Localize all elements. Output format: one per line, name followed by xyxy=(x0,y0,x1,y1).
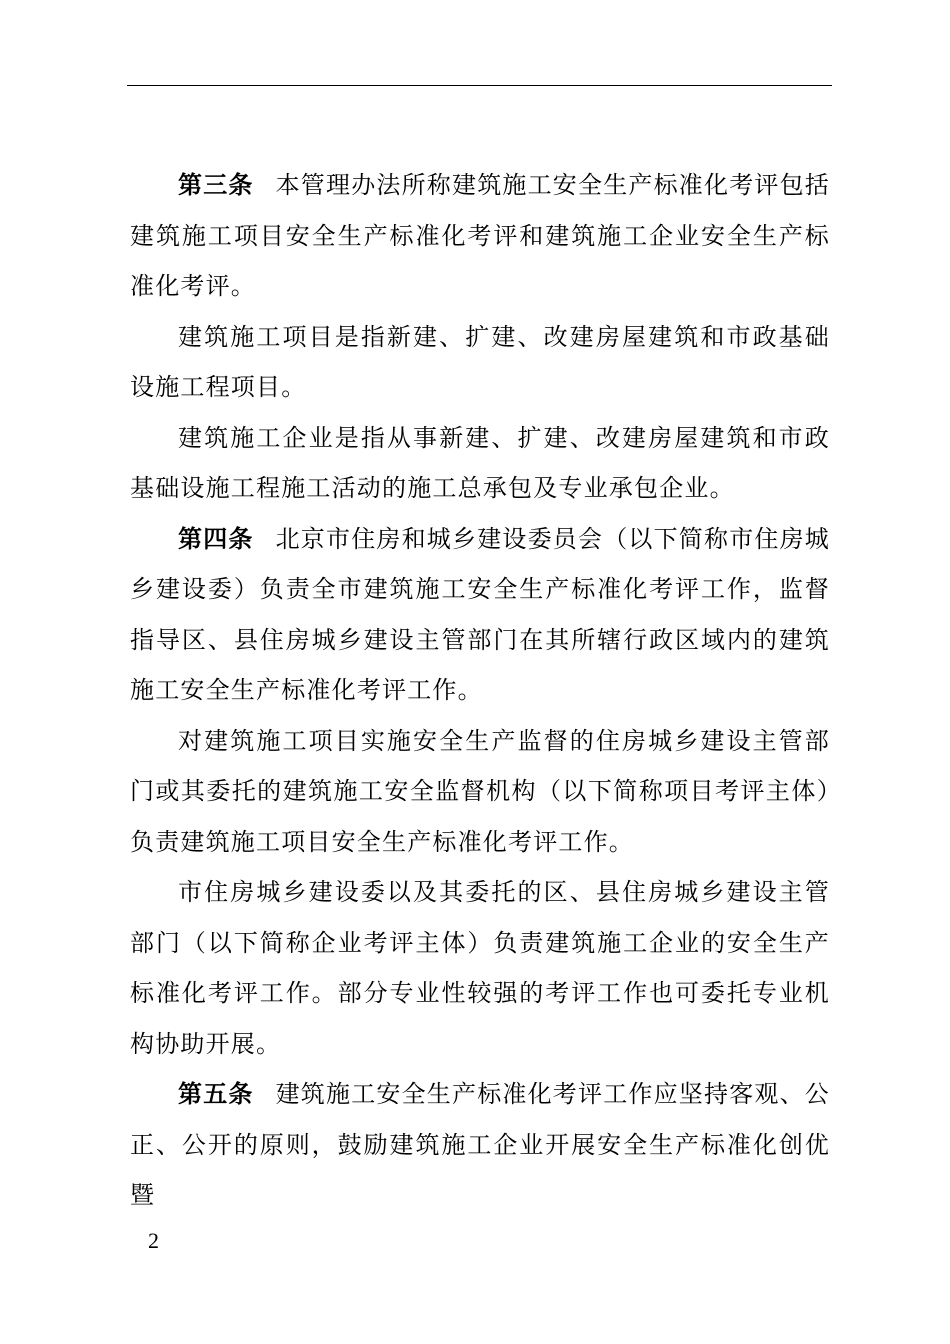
paragraph-text: 本管理办法所称建筑施工安全生产标准化考评包括建筑施工项目安全生产标准化考评和建筑施工企业安全生产标准化考评。 xyxy=(130,171,831,300)
paragraph-article-5 xyxy=(130,1069,830,1221)
paragraph-text: 建筑施工项目是指新建、扩建、改建房屋建筑和市政基础设施工程项目。 xyxy=(130,322,830,401)
paragraph xyxy=(130,413,830,514)
paragraph xyxy=(130,312,830,413)
paragraph-text: 市住房城乡建设委以及其委托的区、县住房城乡建设主管部门（以下简称企业考评主体）负责建筑施工企业的安全生产标准化考评工作。部分专业性较强的考评工作也可委托专业机构协助开展。 xyxy=(130,878,830,1058)
paragraph xyxy=(130,867,830,1069)
paragraph-text: 建筑施工企业是指从事新建、扩建、改建房屋建筑和市政基础设施工程施工活动的施工总承包及专业承包企业。 xyxy=(130,423,830,502)
paragraph-article-4 xyxy=(130,514,830,716)
header-rule xyxy=(127,85,832,86)
page-number: 2 xyxy=(148,1228,159,1253)
article-number: 第五条 xyxy=(178,1079,254,1108)
paragraph-article-3 xyxy=(130,160,830,312)
paragraph xyxy=(130,716,830,868)
article-number: 第三条 xyxy=(178,170,254,199)
paragraph-text: 建筑施工安全生产标准化考评工作应坚持客观、公正、公开的原则，鼓励建筑施工企业开展安全生产标准化创优暨 xyxy=(130,1080,831,1209)
article-number: 第四条 xyxy=(178,523,254,553)
document-body xyxy=(130,160,830,1221)
paragraph-text: 北京市住房和城乡建设委员会（以下简称市住房城乡建设委）负责全市建筑施工安全生产标准化考评工作，监督指导区、县住房城乡建设主管部门在其所辖行政区域内的建筑施工安全生产标准化考评工作。 xyxy=(130,524,831,704)
paragraph-text: 对建筑施工项目实施安全生产监督的住房城乡建设主管部门或其委托的建筑施工安全监督机构（以下简称项目考评主体）负责建筑施工项目安全生产标准化考评工作。 xyxy=(130,726,830,856)
